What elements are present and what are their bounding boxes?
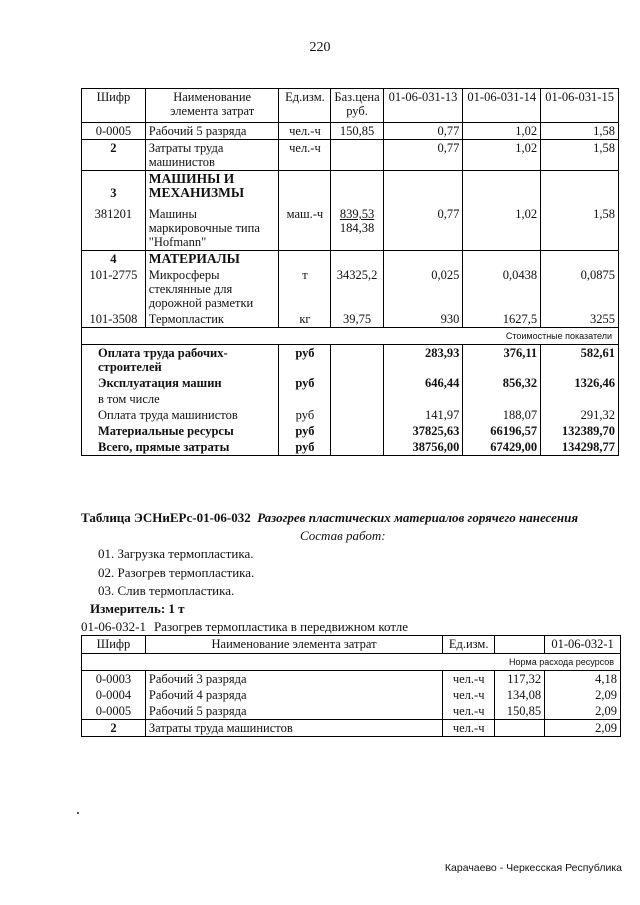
row-name: Рабочий 4 разряда [145,687,442,703]
norm-name: Разогрев термопластика в передвижном котле [154,619,408,634]
summary-value: 188,07 [463,407,541,423]
row-value: 0,77 [383,201,463,251]
section-title: МАТЕРИАЛЫ [145,251,279,268]
row-name: Машины маркировочные типа "Hofmann" [145,201,279,251]
row-code: 2 [82,720,146,737]
row-name: Термопластик [145,311,279,328]
measure-unit: Измеритель: 1 т [90,601,185,616]
row-value: 1,02 [463,201,541,251]
row-code: 101-3508 [82,311,146,328]
row-price [495,720,545,737]
summary-value: 37825,63 [383,423,463,439]
table-row [82,671,621,688]
table-row [82,201,619,251]
table-row [82,703,621,720]
header-name: Наименование элемента затрат [145,89,279,123]
summary-unit: руб [279,439,331,456]
section-title: МАШИНЫ И МЕХАНИЗМЫ [145,171,279,202]
row-value: 1,58 [541,123,619,140]
summary-value: 856,32 [463,375,541,391]
section-row-machines [82,171,619,202]
table-title-text: Разогрев пластических материалов горячего нанесения [257,510,579,525]
header-col-1: 01-06-032-1 [545,636,621,654]
summary-name: Оплата труда рабочих-строителей [82,345,279,376]
summary-row [82,407,619,423]
summary-unit: руб [279,423,331,439]
header-unit: Ед.изм. [443,636,495,654]
summary-value: 132389,70 [541,423,619,439]
header-code: Шифр [82,89,146,123]
summary-row [82,439,619,456]
row-price: 134,08 [495,687,545,703]
page-number: 220 [309,40,331,55]
table-row [82,311,619,328]
row-value: 1627,5 [463,311,541,328]
table-title [81,510,621,526]
norm-code: 01-06-032-1 [81,619,146,634]
row-code: 3 [82,171,146,202]
norm-header-row [82,654,621,671]
work-item: 01. Загрузка термопластика. [98,546,254,561]
row-unit: чел.-ч [443,687,495,703]
row-unit: чел.-ч [443,703,495,720]
row-value: 0,025 [383,267,463,311]
summary-unit: руб [279,345,331,376]
row-price: 150,85 [495,703,545,720]
summary-name: Всего, прямые затраты [82,439,279,456]
header-col-13: 01-06-031-13 [383,89,463,123]
summary-row [82,423,619,439]
row-code: 0-0003 [82,671,146,688]
summary-row [82,375,619,391]
row-value: 1,02 [463,140,541,171]
header-name: Наименование элемента затрат [145,636,442,654]
summary-value: 1326,46 [541,375,619,391]
row-value: 3255 [541,311,619,328]
row-price: 117,32 [495,671,545,688]
summary-name: Материальные ресурсы [82,423,279,439]
row-name: Микросферы стеклянные для дорожной разметки [145,267,279,311]
row-code: 4 [82,251,146,268]
header-col-15: 01-06-031-15 [541,89,619,123]
row-unit: маш.-ч [279,201,331,251]
summary-row [82,345,619,376]
norm-header: Норма расхода ресурсов [82,654,621,671]
row-value: 1,58 [541,140,619,171]
row-value: 0,0438 [463,267,541,311]
summary-name: в том числе [82,391,279,407]
header-unit: Ед.изм. [279,89,331,123]
resource-table-032 [81,635,621,737]
summary-value: 66196,57 [463,423,541,439]
row-value: 1,02 [463,123,541,140]
table-row [82,267,619,311]
summary-value: 141,97 [383,407,463,423]
row-name: Рабочий 3 разряда [145,671,442,688]
summary-value: 646,44 [383,375,463,391]
norm-code-line [81,619,408,635]
row-price [331,140,383,171]
table-row [82,140,619,171]
summary-name: Эксплуатация машин [82,375,279,391]
summary-unit: руб [279,407,331,423]
row-price: 34325,2 [331,267,383,311]
row-name: Рабочий 5 разряда [145,123,279,140]
header-blank [495,636,545,654]
header-code: Шифр [82,636,146,654]
row-price: 839,53 [339,207,375,221]
table-row [82,720,621,737]
row-value: 2,09 [545,703,621,720]
table-row [82,123,619,140]
row-unit: чел.-ч [443,720,495,737]
work-item: 03. Слив термопластика. [98,583,235,598]
work-item: 02. Разогрев термопластика. [98,565,255,580]
row-code: 101-2775 [82,267,146,311]
page-footer: Карачаево - Черкесская Республика [444,862,622,874]
row-value: 0,77 [383,140,463,171]
row-value: 2,09 [545,720,621,737]
section-row-materials [82,251,619,268]
row-code: 2 [82,140,146,171]
summary-value: 38756,00 [383,439,463,456]
row-unit: чел.-ч [279,123,331,140]
header-col-14: 01-06-031-14 [463,89,541,123]
row-value: 4,18 [545,671,621,688]
row-unit: чел.-ч [443,671,495,688]
summary-value: 67429,00 [463,439,541,456]
summary-value: 582,61 [541,345,619,376]
cost-header: Стоимостные показатели [82,328,619,345]
row-code: 0-0004 [82,687,146,703]
row-value: 930 [383,311,463,328]
work-composition-heading: Состав работ: [300,528,386,543]
row-name: Затраты труда машинистов [145,140,279,171]
resource-table-031 [81,88,619,456]
row-value: 1,58 [541,201,619,251]
row-unit: т [279,267,331,311]
row-value: 0,77 [383,123,463,140]
row-name: Затраты труда машинистов [145,720,442,737]
row-price-cell [331,201,383,251]
row-name: Рабочий 5 разряда [145,703,442,720]
table-row [82,687,621,703]
summary-value: 283,93 [383,345,463,376]
summary-value: 291,32 [541,407,619,423]
summary-row [82,391,619,407]
row-unit: чел.-ч [279,140,331,171]
scan-speck [77,812,79,814]
row-value: 0,0875 [541,267,619,311]
row-code: 381201 [82,201,146,251]
row-unit: кг [279,311,331,328]
row-price-secondary: 184,38 [339,221,375,235]
header-price: Баз.цена руб. [331,89,383,123]
row-price: 39,75 [331,311,383,328]
cost-header-row [82,328,619,345]
summary-name: Оплата труда машинистов [82,407,279,423]
summary-value: 134298,77 [541,439,619,456]
row-code: 0-0005 [82,703,146,720]
row-price: 150,85 [331,123,383,140]
row-value: 2,09 [545,687,621,703]
summary-value: 376,11 [463,345,541,376]
row-code: 0-0005 [82,123,146,140]
summary-unit: руб [279,375,331,391]
table-title-code: Таблица ЭСНиЕРс-01-06-032 [81,510,251,525]
